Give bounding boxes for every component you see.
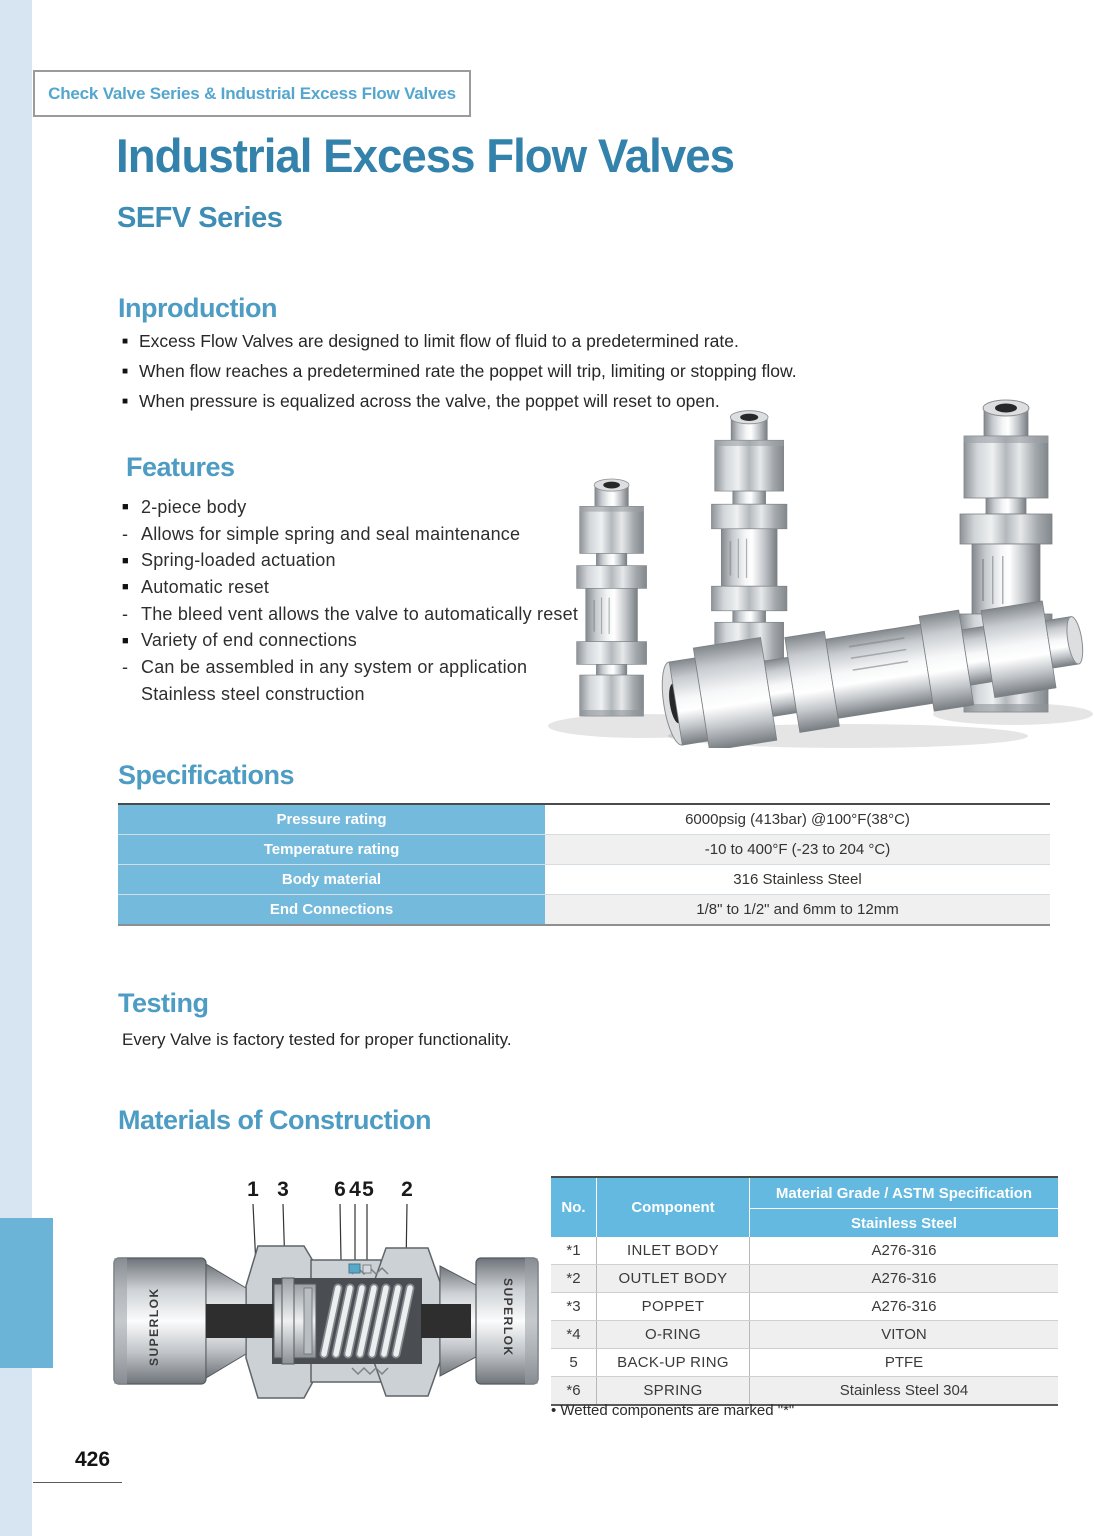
specifications-table [118,803,1050,926]
spec-value: -10 to 400°F (-23 to 204 °C) [545,835,1050,864]
cutaway-diagram [106,1166,546,1434]
list-item-text: Stainless steel construction [141,683,365,704]
list-item-text: Can be assembled in any system or application [141,656,528,677]
cell-no: 5 [569,1354,578,1371]
breadcrumb-label: Check Valve Series & Industrial Excess Flow Valves [48,83,456,103]
list-item-text: Excess Flow Valves are designed to limit flow of fluid to a predetermined rate. [139,330,739,351]
list-item-text: Spring-loaded actuation [141,550,336,571]
list-item-text: The bleed vent allows the valve to automatically reset [141,603,579,624]
testing-text: Every Valve is factory tested for proper functionality. [122,1030,512,1049]
diagram-callout: 2 [401,1178,413,1201]
column-header: Material Grade / ASTM Specification [750,1178,1058,1209]
diagram-callout: 4 [349,1178,361,1201]
brand-mark: SUPERLOK [501,1278,515,1357]
table-row [118,805,1050,834]
materials-footnote: • Wetted components are marked "*" [551,1402,795,1419]
valve-medium [711,411,786,667]
features-heading: Features [126,452,235,482]
spec-value: 1/8" to 1/2" and 6mm to 12mm [545,895,1050,924]
list-item [122,326,797,356]
table-row [551,1348,1058,1376]
column-header: Component [596,1178,749,1237]
list-item-text: When flow reaches a predetermined rate the poppet will trip, limiting or stopping flow. [139,360,797,381]
cell-component: OUTLET BODY [596,1265,749,1292]
list-item [122,681,578,708]
page-title: Industrial Excess Flow Valves [116,129,735,182]
features-list [122,494,578,708]
cell-no: *1 [566,1242,581,1259]
list-item [122,574,578,601]
list-item [122,521,578,548]
list-item [122,494,578,521]
table-row [551,1292,1058,1320]
introduction-heading: Inproduction [118,293,277,323]
diagram-callout: 1 [247,1178,259,1201]
table-row [118,894,1050,924]
page-number: 426 [75,1448,111,1471]
breadcrumb [33,70,471,117]
table-row [551,1237,1058,1264]
square-bullet-marker: ■ [122,365,129,377]
list-item [122,356,797,386]
list-item-text: When pressure is equalized across the valve, the poppet will reset to open. [139,390,720,411]
section-index-tab [0,1218,53,1368]
table-row [551,1376,1058,1404]
spec-value: 6000psig (413bar) @100°F(38°C) [545,805,1050,834]
spec-label: End Connections [118,895,545,924]
square-bullet-marker: ■ [122,554,129,567]
materials-table-header [551,1178,1058,1237]
list-item [122,654,578,681]
column-header: No. [561,1199,586,1216]
list-item-text: Allows for simple spring and seal maintenance [141,523,521,544]
materials-heading: Materials of Construction [118,1105,432,1135]
list-item [122,627,578,654]
cell-material: A276-316 [749,1293,1058,1320]
cell-component: POPPET [596,1293,749,1320]
cell-component: SPRING [596,1377,749,1404]
list-item [122,547,578,574]
square-bullet-marker: ■ [122,395,129,407]
product-photo [548,396,1094,748]
square-bullet-marker: ■ [122,581,129,594]
list-item-text: Variety of end connections [141,630,357,651]
list-item [122,601,578,628]
list-item-text: Automatic reset [141,576,270,597]
o-ring-part [349,1264,360,1273]
table-row [118,864,1050,894]
cell-material: A276-316 [749,1237,1058,1264]
valve-small [577,479,647,716]
dash-marker: - [122,603,129,624]
series-subtitle: SEFV Series [117,202,283,234]
spec-value: 316 Stainless Steel [545,865,1050,894]
spec-label: Body material [118,865,545,894]
diagram-callout: 6 [334,1178,346,1201]
cell-material: A276-316 [749,1265,1058,1292]
cell-no: *4 [566,1326,581,1343]
cell-material: PTFE [749,1349,1058,1376]
square-bullet-marker: ■ [122,634,129,647]
square-bullet-marker: ■ [122,501,129,514]
cell-no: *2 [566,1270,581,1287]
page-number-underline [33,1482,122,1483]
table-row [551,1264,1058,1292]
specifications-heading: Specifications [118,760,295,790]
dash-marker: - [122,656,129,677]
square-bullet-marker: ■ [122,335,129,347]
brand-mark: SUPERLOK [147,1287,161,1366]
cell-material: Stainless Steel 304 [749,1377,1058,1404]
materials-table [551,1176,1058,1406]
spec-label: Pressure rating [118,805,545,834]
cell-component: BACK-UP RING [596,1349,749,1376]
cell-no: *3 [566,1298,581,1315]
poppet-part [274,1278,316,1364]
spec-label: Temperature rating [118,835,545,864]
cell-component: O-RING [596,1321,749,1348]
column-subheader: Stainless Steel [851,1214,957,1232]
table-row [551,1320,1058,1348]
cell-no: *6 [566,1382,581,1399]
cell-material: VITON [749,1321,1058,1348]
table-row [118,834,1050,864]
testing-heading: Testing [118,988,209,1018]
backup-ring-part [363,1265,371,1273]
diagram-callout: 3 [277,1178,289,1201]
cell-component: INLET BODY [596,1237,749,1264]
dash-marker: - [122,523,129,544]
diagram-callout: 5 [362,1178,374,1201]
list-item-text: 2-piece body [141,496,247,517]
